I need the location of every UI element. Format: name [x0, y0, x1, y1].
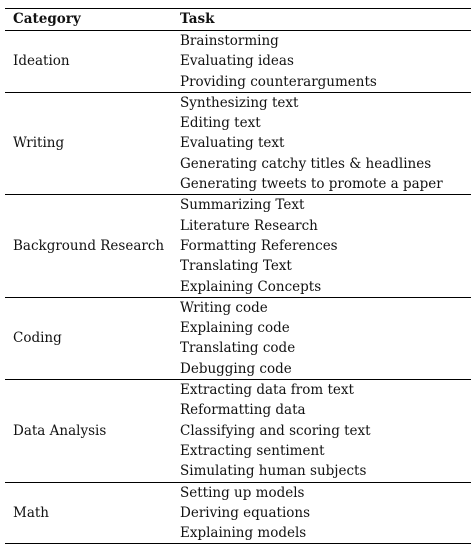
table-row — [5, 297, 471, 318]
header-row — [5, 9, 471, 31]
category-cell: Ideation — [13, 53, 70, 70]
group-ideation — [5, 31, 471, 93]
header-category: Category — [13, 11, 81, 28]
task-cell: Simulating human subjects — [180, 463, 367, 480]
table-row — [5, 195, 471, 216]
category-cell: Background Research — [13, 237, 165, 254]
table-row — [5, 482, 471, 503]
group-coding — [5, 297, 471, 379]
category-cell: Data Analysis — [13, 422, 107, 439]
task-cell: Editing text — [180, 115, 261, 132]
task-cell: Debugging code — [180, 360, 292, 377]
task-cell: Extracting sentiment — [180, 442, 325, 459]
group-writing — [5, 92, 471, 194]
task-cell: Evaluating ideas — [180, 53, 294, 70]
table-row — [5, 380, 471, 401]
category-task-table — [5, 8, 471, 544]
group-background-research — [5, 195, 471, 297]
task-cell: Evaluating text — [180, 135, 285, 152]
task-cell: Reformatting data — [180, 402, 306, 419]
table-container — [5, 8, 471, 544]
header-task: Task — [180, 11, 215, 28]
table-row — [5, 92, 471, 113]
task-cell: Explaining models — [180, 525, 307, 542]
task-cell: Synthesizing text — [180, 94, 299, 111]
task-cell: Setting up models — [180, 484, 305, 501]
task-cell: Generating catchy titles & headlines — [180, 155, 432, 172]
task-cell: Brainstorming — [180, 33, 279, 49]
task-cell: Literature Research — [180, 217, 318, 234]
task-cell: Formatting References — [180, 237, 338, 254]
category-cell: Math — [13, 504, 49, 521]
task-cell: Deriving equations — [180, 504, 311, 521]
task-cell: Generating tweets to promote a paper — [180, 176, 443, 193]
task-cell: Extracting data from text — [180, 382, 354, 399]
task-cell: Translating code — [180, 340, 296, 357]
group-math — [5, 482, 471, 544]
task-cell: Writing code — [180, 299, 268, 316]
task-cell: Providing counterarguments — [180, 73, 377, 90]
task-cell: Classifying and scoring text — [180, 422, 371, 439]
task-cell: Translating Text — [180, 258, 292, 275]
task-cell: Summarizing Text — [180, 197, 305, 214]
table-row — [5, 31, 471, 52]
group-data-analysis — [5, 380, 471, 482]
task-cell: Explaining code — [180, 320, 290, 337]
category-cell: Writing — [13, 135, 65, 152]
table-header — [5, 9, 471, 31]
category-cell: Coding — [13, 330, 62, 347]
task-cell: Explaining Concepts — [180, 278, 322, 295]
